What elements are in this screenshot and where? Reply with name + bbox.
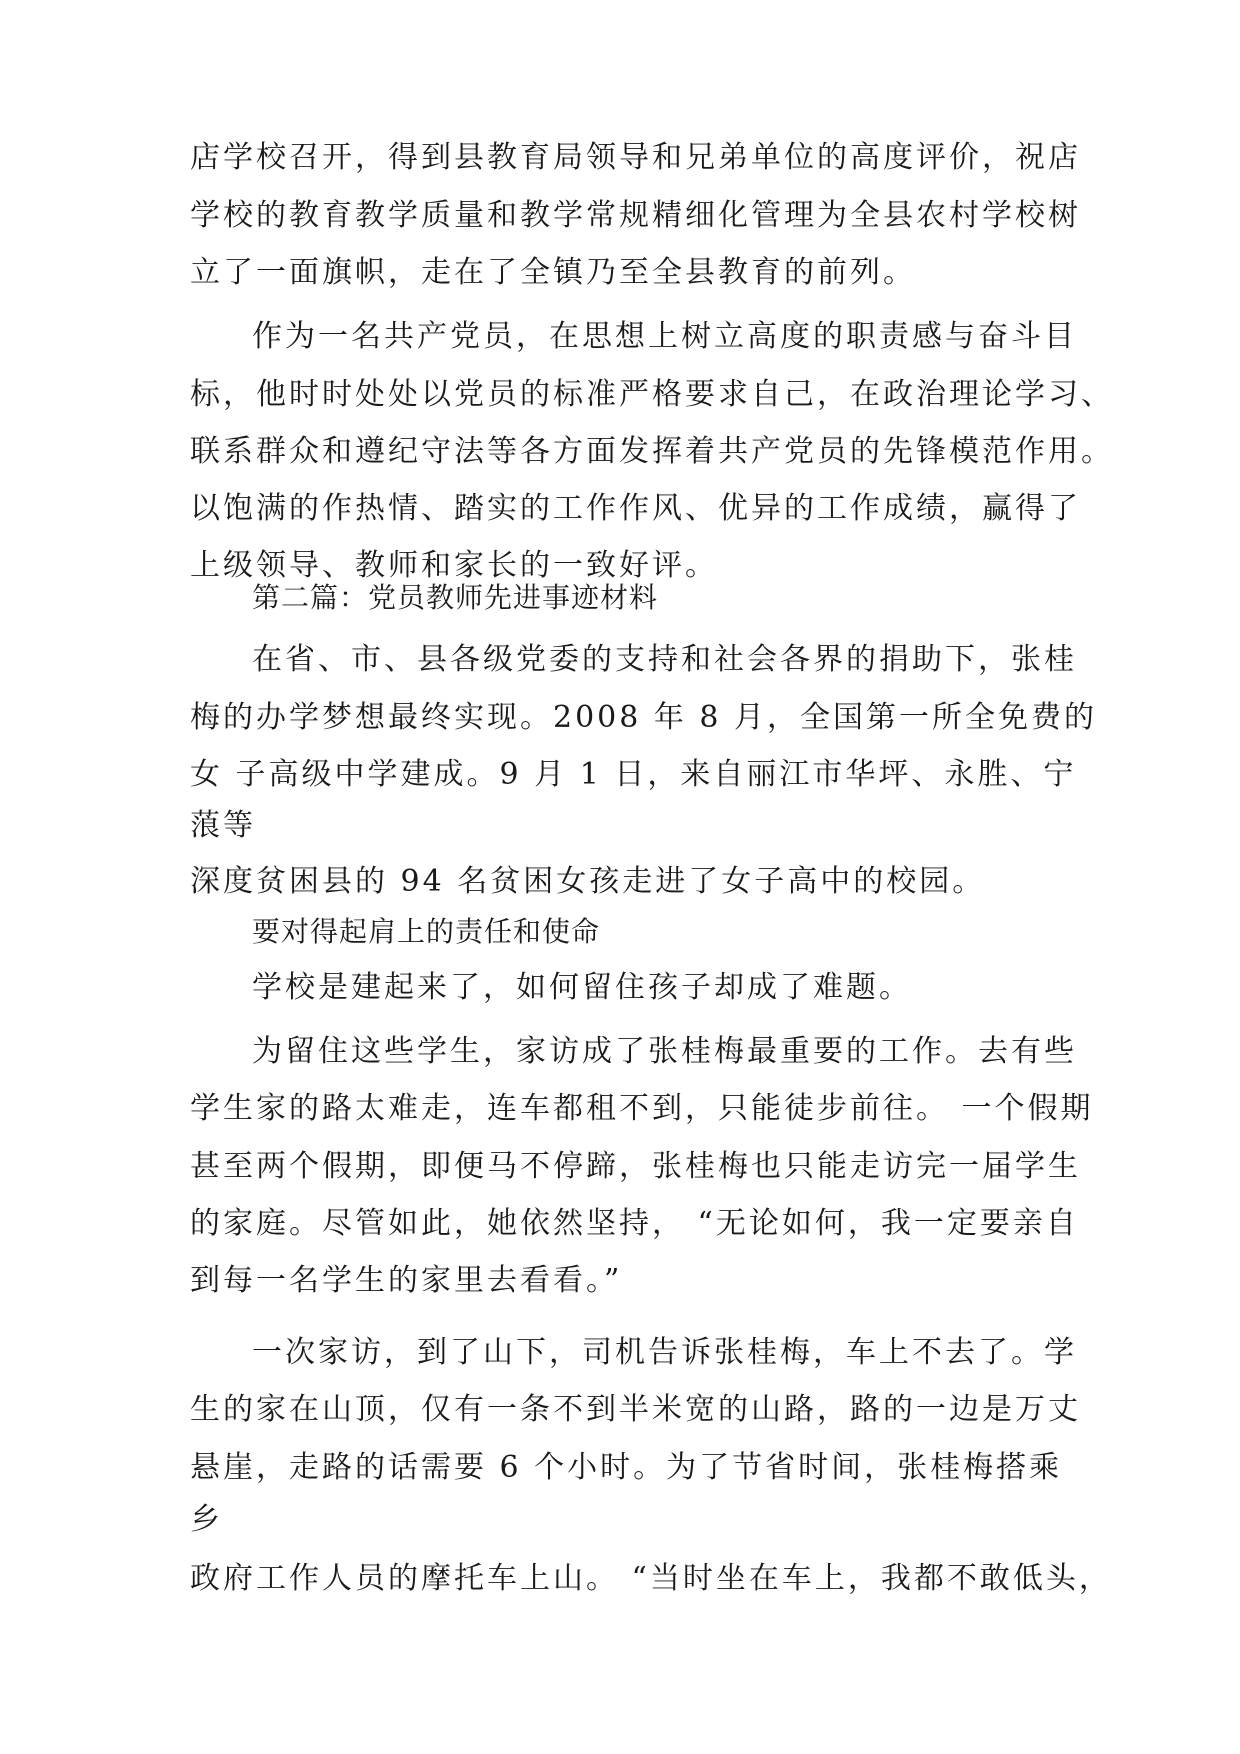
text-line: 学校是建起来了，如何留住孩子却成了难题。: [252, 970, 912, 1005]
text-line: 上级领导、教师和家长的一致好评。: [190, 548, 718, 583]
text-line: 立了一面旗帜，走在了全镇乃至全县教育的前列。: [190, 255, 916, 290]
text-line: 为留住这些学生，家访成了张桂梅最重要的工作。去有些: [252, 1034, 1077, 1069]
text-line: 甚至两个假期，即便马不停蹄，张桂梅也只能走访完一届学生: [190, 1149, 1081, 1184]
text-line: 作为一名共产党员，在思想上树立高度的职责感与奋斗目: [252, 319, 1077, 354]
text-line: 梅的办学梦想最终实现。2008 年 8 月，全国第一所全免费的: [190, 700, 1098, 735]
subheading: 要对得起肩上的责任和使命: [252, 915, 601, 948]
text-line: 深度贫困县的 94 名贫困女孩走进了女子高中的校园。: [190, 864, 986, 899]
text-line: 一次家访，到了山下，司机告诉张桂梅，车上不去了。学: [252, 1335, 1077, 1370]
text-line: 生的家在山顶，仅有一条不到半米宽的山路，路的一边是万丈: [190, 1392, 1081, 1427]
section-heading: 第二篇：党员教师先进事迹材料: [252, 581, 659, 614]
text-line: 在省、市、县各级党委的支持和社会各界的捐助下，张桂: [252, 642, 1077, 677]
text-line: 到每一名学生的家里去看看。”: [190, 1263, 623, 1298]
text-line: 政府工作人员的摩托车上山。 “当时坐在车上，我都不敢低头，: [190, 1561, 1112, 1596]
text-line: 学校的教育教学质量和教学常规精细化管理为全县农村学校树: [190, 198, 1081, 233]
text-line: 店学校召开，得到县教育局领导和兄弟单位的高度评价，祝店: [190, 140, 1081, 175]
text-line: 乡: [190, 1502, 223, 1537]
text-line: 以饱满的作热情、踏实的工作作风、优异的工作成绩，赢得了: [190, 491, 1081, 526]
text-line: 悬崖，走路的话需要 6 个小时。为了节省时间，张桂梅搭乘: [190, 1450, 1063, 1485]
text-line: 蒗等: [190, 808, 256, 843]
text-line: 的家庭。尽管如此，她依然坚持， “无论如何，我一定要亲自: [190, 1206, 1079, 1241]
text-line: 联系群众和遵纪守法等各方面发挥着共产党员的先锋模范作用。: [190, 434, 1114, 469]
text-line: 女 子高级中学建成。9 月 1 日，来自丽江市华坪、永胜、宁: [190, 757, 1077, 792]
text-line: 标，他时时处处以党员的标准严格要求自己，在政治理论学习、: [190, 377, 1114, 412]
text-line: 学生家的路太难走，连车都租不到，只能徒步前往。 一个假期: [190, 1091, 1094, 1126]
